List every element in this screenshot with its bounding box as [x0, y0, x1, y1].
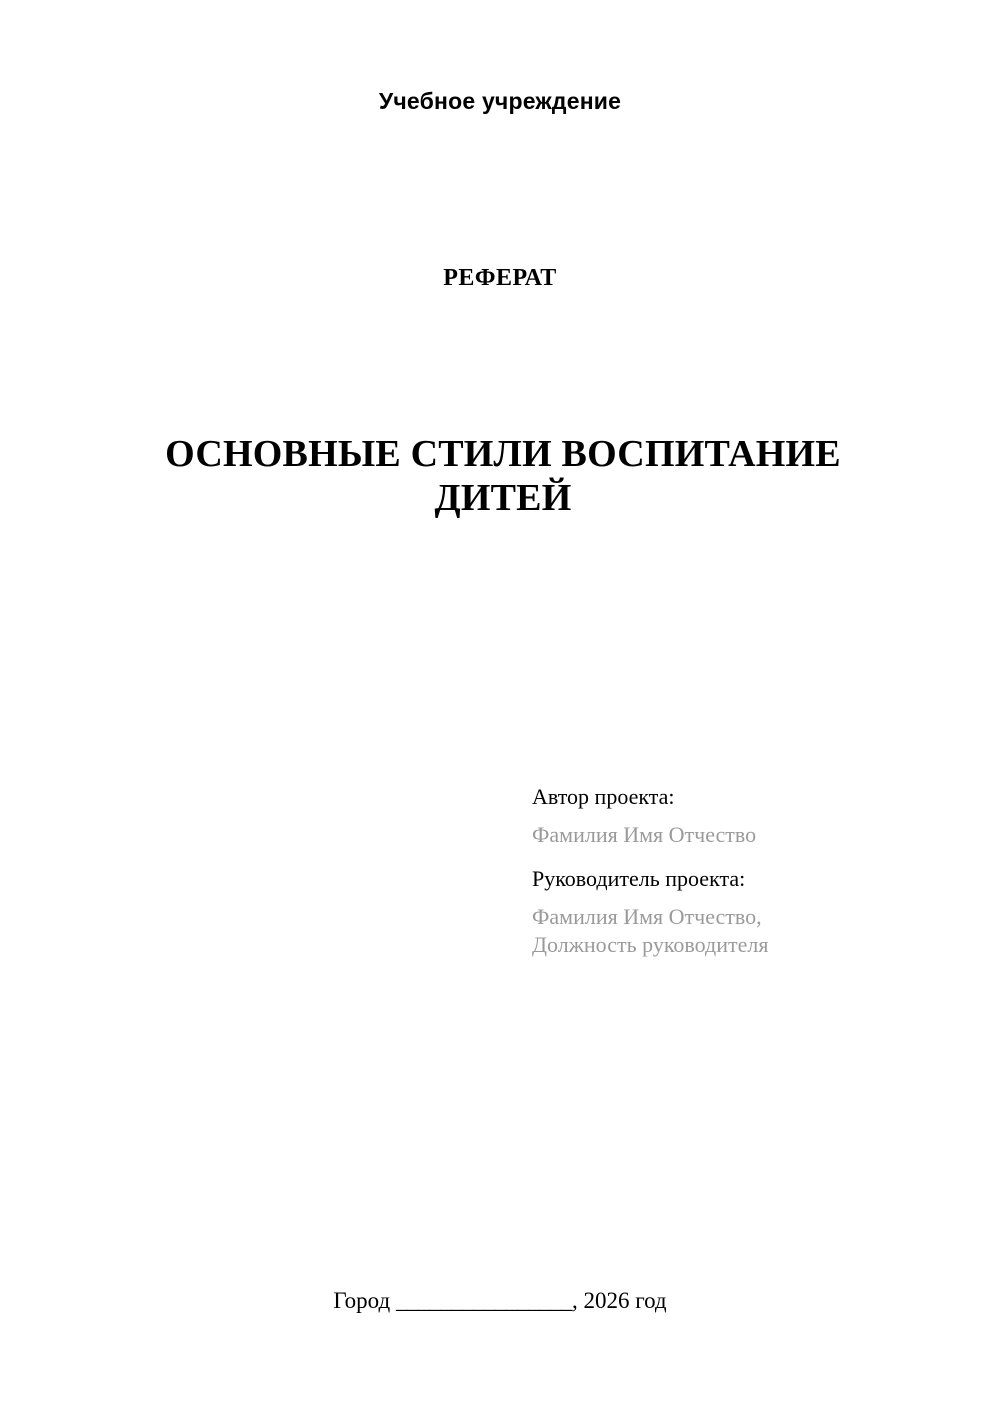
- city-blank-line: ________________: [395, 1288, 572, 1313]
- footer-city-year: [0, 1288, 1000, 1314]
- page-title: ОСНОВНЫЕ СТИЛИ ВОСПИТАНИЕ ДИТЕЙ: [165, 433, 841, 520]
- author-value: Фамилия Имя Отчество: [532, 822, 757, 847]
- supervisor-label: Руководитель проекта:: [532, 866, 746, 891]
- author-block: [532, 786, 932, 846]
- author-label: Автор проекта:: [532, 784, 675, 809]
- supervisor-block: [532, 868, 932, 956]
- year-suffix: , 2026 год: [571, 1288, 667, 1313]
- supervisor-value-line1: Фамилия Имя Отчество,: [532, 904, 762, 929]
- supervisor-value-line2: Должность руководителя: [532, 932, 769, 957]
- institution-name: Учебное учреждение: [378, 88, 622, 114]
- city-prefix: Город: [333, 1288, 396, 1313]
- credits-block: [532, 786, 932, 978]
- document-type: РЕФЕРАТ: [443, 265, 557, 291]
